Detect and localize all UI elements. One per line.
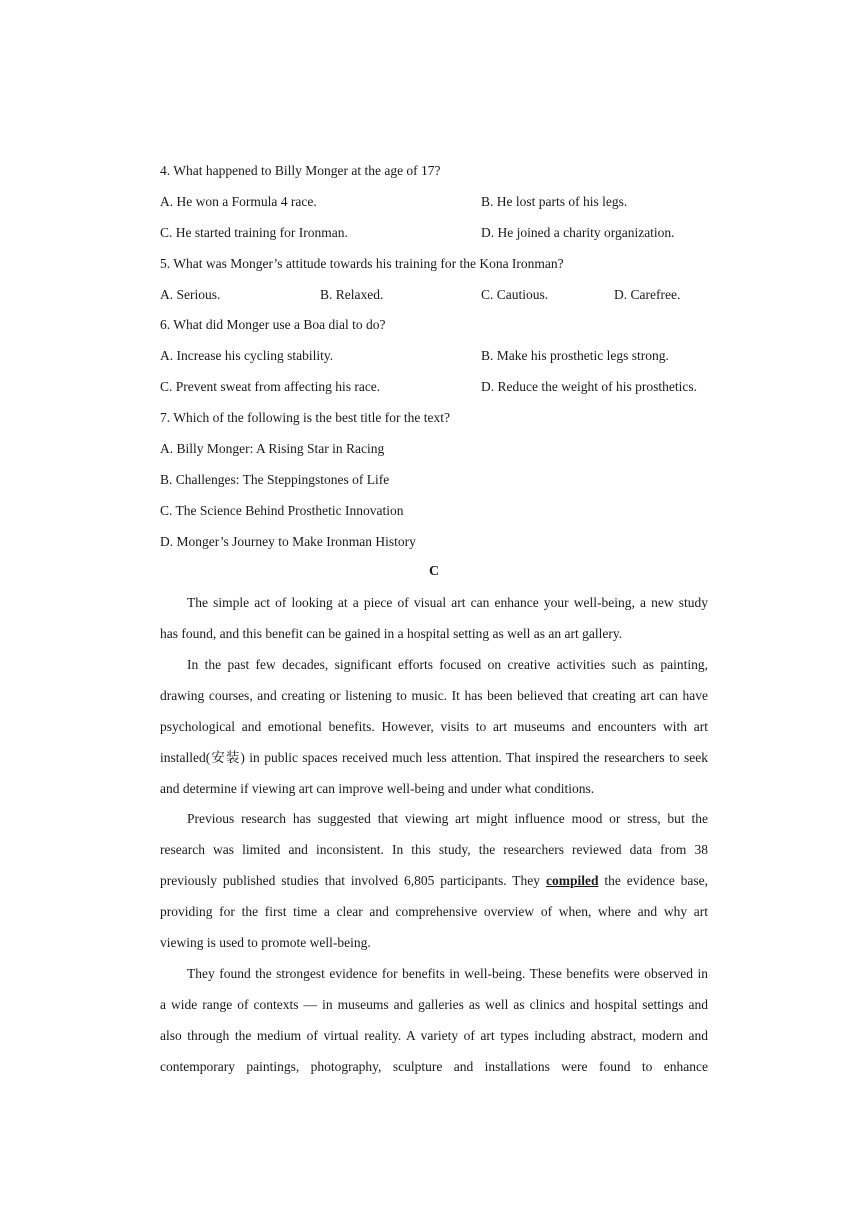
paragraph-4-line: They found the strongest evidence for benefits in well-being. These benefits were observed in [187, 966, 708, 981]
highlighted-keyword: compiled [545, 873, 599, 888]
paragraph-2-line: drawing courses, and creating or listening to music. It has been believed that creating art can have [160, 688, 708, 703]
paragraph-3-line: providing for the first time a clear and comprehensive overview of when, where and why art [160, 904, 708, 919]
question-5-option-b: B. Relaxed. [320, 287, 384, 302]
paragraph-2-line: In the past few decades, significant efforts focused on creative activities such as painting, [187, 657, 708, 672]
paragraph-4-line: contemporary paintings, photography, sculpture and installations were found to enhance [160, 1059, 708, 1074]
question-7-option-c: C. The Science Behind Prosthetic Innovation [160, 503, 404, 518]
section-heading: C [428, 564, 440, 579]
question-6-option-d: D. Reduce the weight of his prosthetics. [481, 379, 697, 394]
question-6-option-a: A. Increase his cycling stability. [160, 348, 334, 363]
paragraph-3-line: Previous research has suggested that viewing art might influence mood or stress, but the [187, 811, 708, 826]
question-7-stem: 7. Which of the following is the best title for the text? [160, 410, 450, 425]
question-4-option-d: D. He joined a charity organization. [481, 225, 675, 240]
paragraph-1-line: The simple act of looking at a piece of visual art can enhance your well-being, a new study [187, 595, 708, 610]
question-5-stem: 5. What was Monger’s attitude towards his training for the Kona Ironman? [160, 256, 564, 271]
paragraph-3-line-with-keyword [160, 872, 708, 890]
paragraph-3-line: research was limited and inconsistent. In this study, the researchers reviewed data from 38 [160, 842, 708, 857]
question-5-option-a: A. Serious. [160, 287, 221, 302]
paragraph-4-line: also through the medium of virtual reality. A variety of art types including abstract, modern and [160, 1028, 708, 1043]
question-6-option-c: C. Prevent sweat from affecting his race. [160, 379, 381, 394]
paragraph-2-line: and determine if viewing art can improve well-being and under what conditions. [160, 781, 595, 796]
question-5-option-c: C. Cautious. [481, 287, 549, 302]
paragraph-2-line: installed(安装) in public spaces received much less attention. That inspired the researchers to seek [160, 750, 708, 765]
paragraph-2-line: psychological and emotional benefits. However, visits to art museums and encounters with art [160, 719, 708, 734]
question-4-option-a: A. He won a Formula 4 race. [160, 194, 317, 209]
question-4-stem: 4. What happened to Billy Monger at the age of 17? [160, 163, 441, 178]
question-7-option-b: B. Challenges: The Steppingstones of Life [160, 472, 390, 487]
question-4-option-c: C. He started training for Ironman. [160, 225, 348, 240]
question-7-option-d: D. Monger’s Journey to Make Ironman History [160, 534, 416, 549]
question-4-option-b: B. He lost parts of his legs. [481, 194, 628, 209]
paragraph-1-line: has found, and this benefit can be gained in a hospital setting as well as an art gallery. [160, 626, 623, 641]
question-6-stem: 6. What did Monger use a Boa dial to do? [160, 317, 386, 332]
paragraph-3-text-before: previously published studies that involved 6,805 participants. They [160, 873, 541, 888]
question-7-option-a: A. Billy Monger: A Rising Star in Racing [160, 441, 385, 456]
paragraph-3-line: viewing is used to promote well-being. [160, 935, 371, 950]
paragraph-3-text-after: the evidence base, [604, 873, 708, 888]
paragraph-4-line: a wide range of contexts — in museums and galleries as well as clinics and hospital settings and [160, 997, 708, 1012]
question-6-option-b: B. Make his prosthetic legs strong. [481, 348, 669, 363]
question-5-option-d: D. Carefree. [614, 287, 681, 302]
